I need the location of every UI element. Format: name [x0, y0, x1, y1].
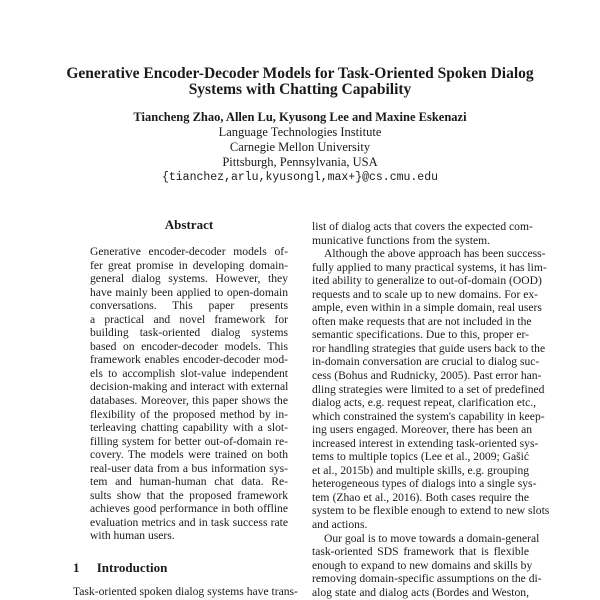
text-line: cess (Bohus and Rudnicky, 2005). Past error han-: [312, 369, 542, 383]
text-line: with human users.: [90, 529, 175, 543]
text-line: Our goal is to move towards a domain-general: [324, 531, 540, 545]
text-line: increased interest in extending task-oriented sys-: [312, 436, 539, 450]
text-line: task-oriented SDS framework that is flexible: [312, 545, 529, 559]
text-line: fer great promise in developing domain-: [90, 258, 288, 272]
text-line: databases. Moreover, this paper shows the: [90, 394, 288, 408]
text-line: Although the above approach has been success-: [324, 247, 546, 261]
text-line: decision-making and interact with external: [90, 380, 289, 394]
text-line: ror handling strategies that guide users back to the: [312, 341, 546, 355]
text-line: filling system for better out-of-domain re-: [90, 434, 288, 448]
text-line: requests and to scale up to new domains. For ex-: [312, 287, 539, 301]
text-line: municative functions from the system.: [312, 233, 491, 247]
text-line: often make requests that are not included in the: [312, 314, 532, 328]
paper-title-line-2: Systems with Chatting Capability: [188, 81, 412, 98]
text-line: framework enables encoder-decoder mod-: [90, 353, 288, 367]
right-column-body: [312, 220, 550, 599]
text-line: ample, even within in a simple domain, real users: [312, 301, 542, 315]
text-line: general dialog systems. However, they: [90, 272, 288, 286]
text-line: and actions.: [312, 518, 368, 532]
text-line: flexibility of the proposed method by in-: [90, 407, 288, 421]
text-line: system to be flexible enough to extend to new slots: [312, 504, 550, 518]
text-line: removing domain-specific assumptions on the di-: [312, 572, 542, 586]
text-line: conversations. This paper presents: [90, 299, 288, 313]
text-line: a practical and novel framework for: [90, 312, 288, 326]
text-line: heterogeneous types of dialogs into a single sys-: [312, 477, 537, 491]
text-line: sults show that the proposed framework: [90, 488, 288, 502]
text-line: Task-oriented spoken dialog systems have trans-: [73, 585, 298, 598]
author-emails: {tianchez,arlu,kyusongl,max+}@cs.cmu.edu: [161, 171, 439, 184]
text-line: building task-oriented dialog systems: [90, 326, 288, 340]
text-line: tems to multiple topics (Lee et al., 2009; Gašić: [312, 450, 530, 464]
section-number: 1: [73, 560, 80, 575]
section-heading: [73, 560, 167, 576]
section-title: Introduction: [96, 560, 168, 575]
paper-title-line-1: Generative Encoder-Decoder Models for Task-Oriented Spoken Dialog: [66, 65, 534, 82]
affiliation-location: Pittsburgh, Pennsylvania, USA: [222, 155, 378, 169]
text-line: list of dialog acts that covers the expected com-: [312, 220, 533, 233]
affiliation-institute: Language Technologies Institute: [218, 125, 382, 139]
text-line: have mainly been applied to open-domain: [90, 285, 288, 299]
text-line: tem (Zhao et al., 2016). Both cases require the: [312, 490, 529, 504]
text-line: ited ability to generalize to out-of-domain (OOD): [312, 274, 542, 288]
text-line: enough to expand to new domains and skills by: [312, 558, 533, 572]
text-line: evaluation metrics and in task success rate: [90, 515, 288, 529]
abstract-heading: Abstract: [164, 217, 214, 232]
text-line: in-domain conversation are crucial to dialog suc-: [312, 355, 540, 369]
text-line: els to accomplish slot-value independent: [90, 366, 288, 380]
text-line: Generative encoder-decoder models of-: [90, 245, 288, 258]
text-line: real-user data from a bus information sys-: [90, 461, 288, 475]
text-line: ing users engaged. Moreover, there has been an: [312, 423, 533, 437]
authors: Tiancheng Zhao, Allen Lu, Kyusong Lee and Maxine Eskenazi: [133, 110, 467, 124]
text-line: dling strategies were limited to a set of predefined: [312, 382, 545, 396]
text-line: semantic specifications. Due to this, proper er-: [312, 328, 529, 342]
text-line: dialog acts, e.g. request repeat, clarification etc.,: [312, 396, 537, 410]
text-line: based on encoder-decoder models. This: [90, 339, 288, 353]
text-line: tem and human-human chat data. Re-: [90, 475, 288, 489]
text-line: achieves good performance in both offline: [90, 502, 288, 516]
text-line: covery. The models were trained on both: [90, 448, 288, 462]
text-line: terleaving chatting capability with a slot-: [90, 421, 288, 435]
intro-body: [73, 585, 298, 599]
text-line: fully applied to many practical systems, it has lim-: [312, 260, 547, 274]
text-line: which constrained the system's capability in keep-: [312, 409, 545, 423]
text-line: et al., 2015b) and multiple skills, e.g. grouping: [312, 463, 530, 477]
text-line: alog state and dialog acts (Bordes and Weston,: [312, 585, 529, 599]
affiliation-university: Carnegie Mellon University: [229, 140, 371, 154]
abstract-body: [90, 245, 288, 543]
